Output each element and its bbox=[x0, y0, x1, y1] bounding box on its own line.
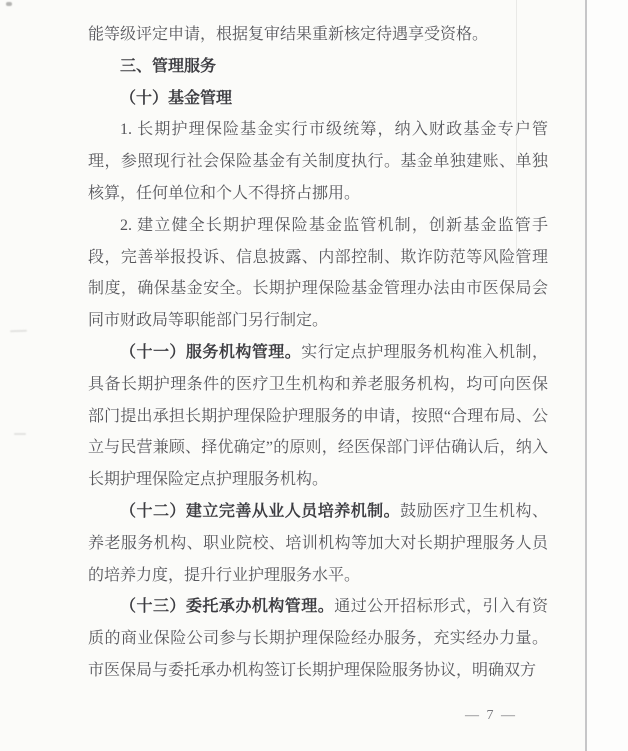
scan-right-margin bbox=[587, 0, 628, 751]
page-number: — 7 — bbox=[465, 708, 517, 723]
subsection-heading: （十）基金管理 bbox=[120, 89, 233, 107]
paragraph-text: 2. 建立健全长期护理保险基金监管机制，创新基金监管手段，完善举报投诉、信息披露、内部控制、欺诈防范等风险管理制度，确保基金安全。长期护理保险基金管理办法由市医保局会同市财政局等职能部门另行制定。 bbox=[88, 216, 548, 330]
paragraph-text: 实行定点护理服务机构准入机制，具备长期护理条件的医疗卫生机构和养老服务机构，均可向医保部门提出承担长期护理保险护理服务的申请，按照“合理布局、公立与民营兼顾、择优确定”的原则，经医保部门评估确认后，纳入长期护理保险定点护理服务机构。 bbox=[88, 343, 548, 489]
scan-smudge bbox=[14, 433, 26, 435]
page-edge-line bbox=[585, 0, 587, 751]
scan-smudge bbox=[10, 330, 27, 333]
paragraph-fund-pooling bbox=[88, 114, 548, 209]
paragraph-service-institution bbox=[88, 337, 548, 496]
paragraph-fund-supervision bbox=[88, 210, 548, 337]
paragraph-continuation: 能等级评定申请，根据复审结果重新核定待遇享受资格。 bbox=[88, 26, 489, 43]
paragraph-lead: （十一）服务机构管理。 bbox=[120, 343, 302, 361]
paragraph-text: 通过公开招标形式，引入有资质的商业保险公司参与长期护理保险经办服务，充实经办力量。市医保局与委托承办机构签订长期护理保险服务协议，明确双方 bbox=[88, 598, 548, 679]
section-heading: 三、管理服务 bbox=[120, 57, 217, 75]
paragraph-lead: （十二）建立完善从业人员培养机制。 bbox=[120, 502, 401, 520]
paragraph-personnel-training bbox=[88, 496, 548, 591]
scan-speck bbox=[6, 2, 12, 6]
paragraph-text: 1. 长期护理保险基金实行市级统筹，纳入财政基金专户管理，参照现行社会保险基金有关制度执行。基金单独建账、单独核算，任何单位和个人不得挤占挪用。 bbox=[88, 121, 548, 202]
document-body bbox=[88, 19, 548, 687]
paragraph-text: 鼓励医疗卫生机构、养老服务机构、职业院校、培训机构等加大对长期护理服务人员的培养力度，提升行业护理服务水平。 bbox=[88, 502, 548, 584]
paragraph-lead: （十三）委托承办机构管理。 bbox=[120, 598, 335, 616]
paragraph-entrusted-agency bbox=[88, 591, 548, 686]
